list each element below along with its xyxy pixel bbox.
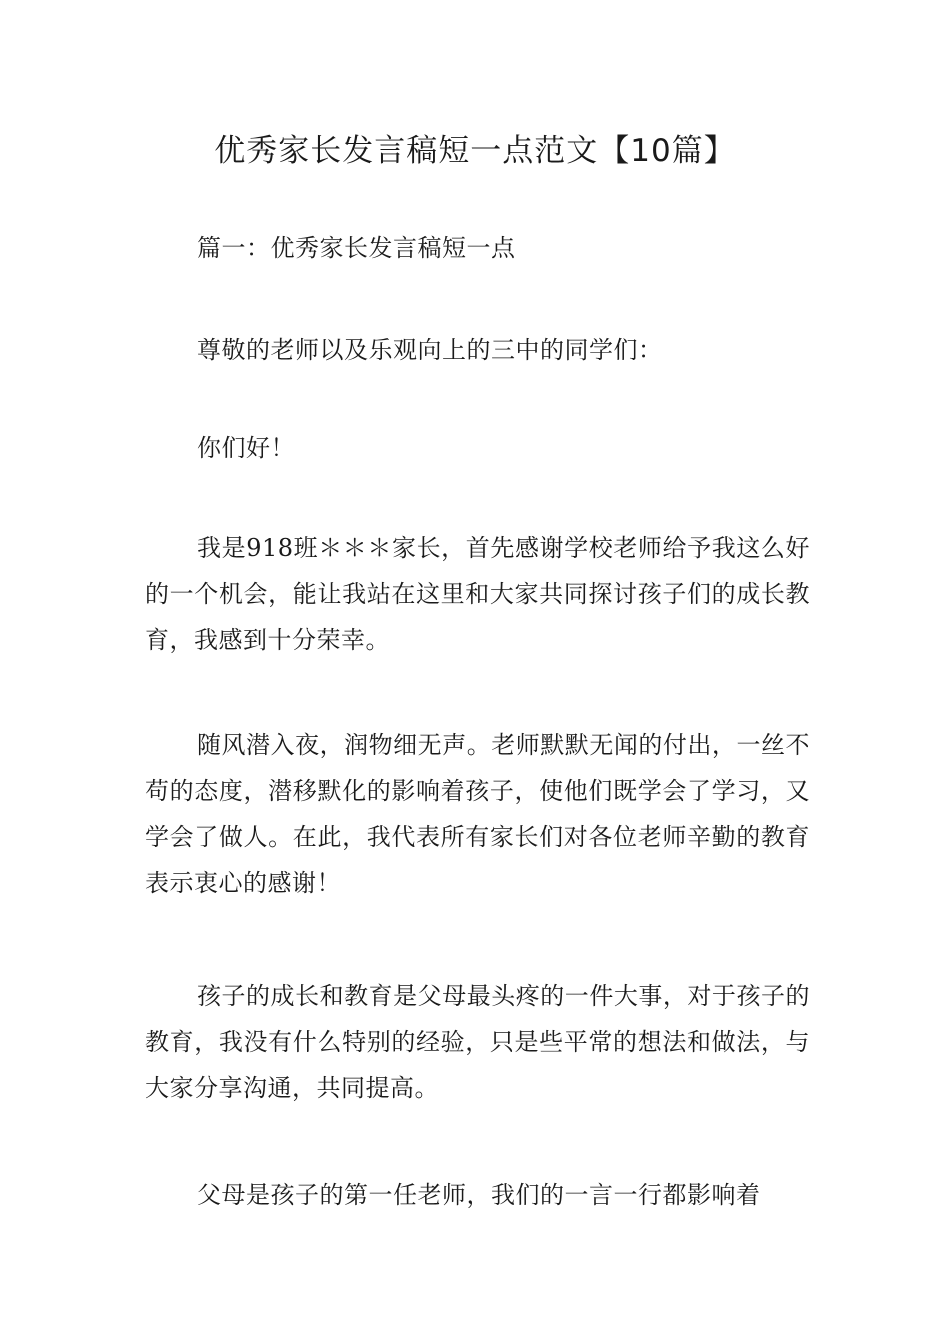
body-paragraph: 父母是孩子的第一任老师，我们的一言一行都影响着 — [197, 1181, 761, 1209]
document-title: 优秀家长发言稿短一点范文【10篇】 — [214, 133, 736, 169]
section-heading: 篇一：优秀家长发言稿短一点 — [197, 234, 516, 262]
salutation: 尊敬的老师以及乐观向上的三中的同学们： — [197, 336, 663, 364]
body-paragraph: 孩子的成长和教育是父母最头疼的一件大事，对于孩子的教育，我没有什么特别的经验，只是些平常的想法和做法，与大家分享沟通，共同提高。 — [145, 982, 810, 1102]
body-paragraph: 随风潜入夜，润物细无声。老师默默无闻的付出，一丝不苟的态度，潜移默化的影响着孩子，使他们既学会了学习，又学会了做人。在此，我代表所有家长们对各位老师辛勤的教育表示衷心的感谢！ — [145, 731, 810, 897]
body-paragraph: 我是918班＊＊＊家长，首先感谢学校老师给予我这么好的一个机会，能让我站在这里和大家共同探讨孩子们的成长教育，我感到十分荣幸。 — [145, 534, 810, 654]
greeting: 你们好！ — [197, 434, 295, 462]
